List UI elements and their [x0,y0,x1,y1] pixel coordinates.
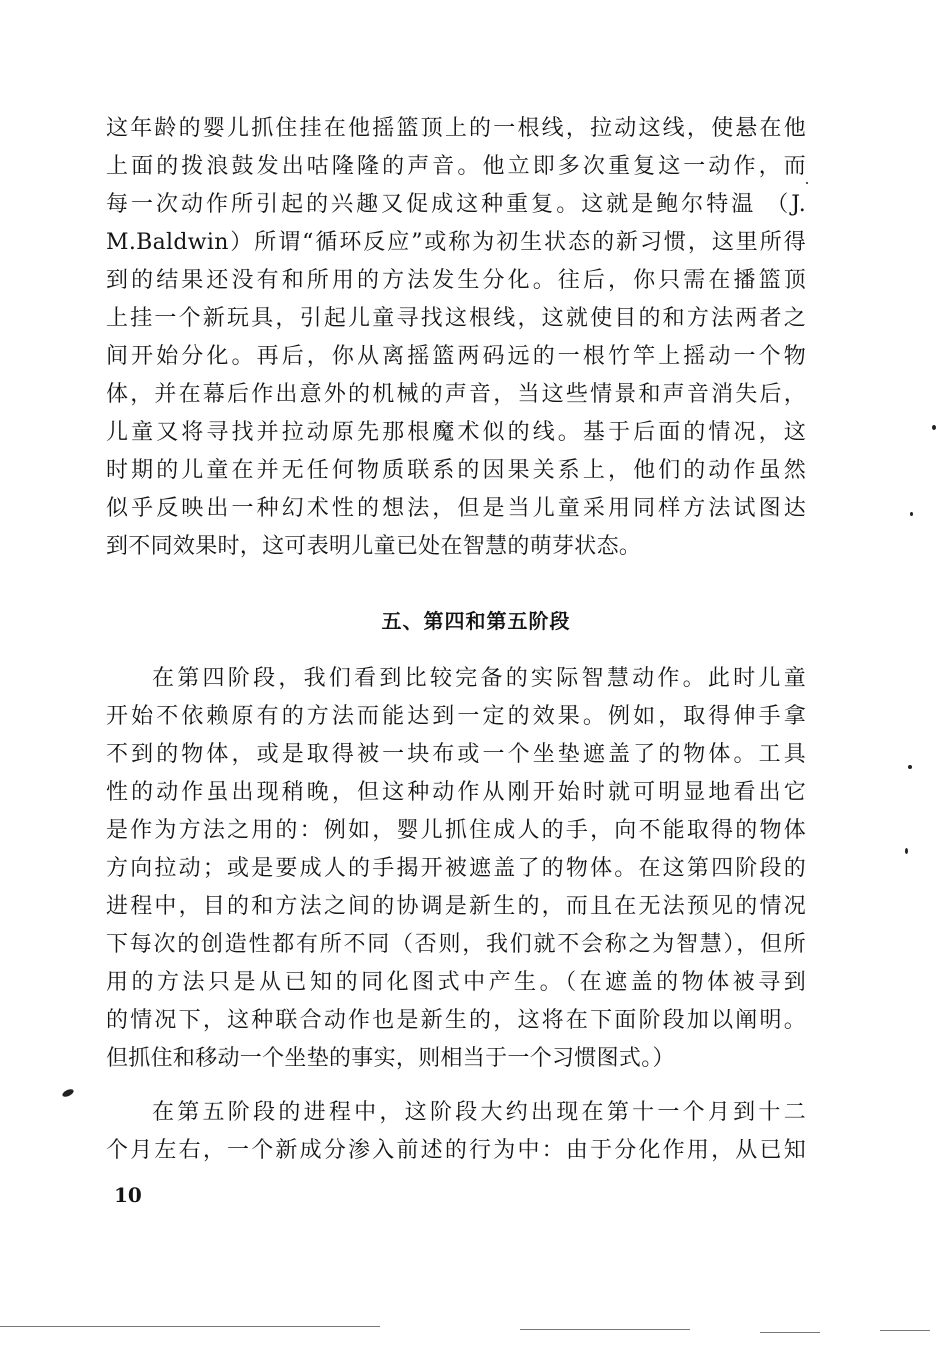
scan-speck [932,425,936,430]
text-line: 进程中，目的和方法之间的协调是新生的，而且在无法预见的情况 [106,894,806,919]
text-line: 到的结果还没有和所用的方法发生分化。往后，你只需在播篮顶 [106,268,806,293]
text-line: 用的方法只是从已知的同化图式中产生。（在遮盖的物体被寻到 [106,970,806,995]
text-line: 在第五阶段的进程中，这阶段大约出现在第十一个月到十二 [152,1100,806,1125]
text-line: 时期的儿童在并无任何物质联系的因果关系上，他们的动作虽然 [106,458,806,483]
scan-edge-line [520,1329,690,1330]
scan-speck [806,182,808,184]
page-number: 10 [114,1183,142,1207]
text-line: 到不同效果时，这可表明儿童已处在智慧的萌芽状态。 [106,534,642,559]
scan-speck [61,1088,74,1099]
scan-speck [910,512,913,516]
text-line: 上挂一个新玩具，引起儿童寻找这根线，这就使目的和方法两者之 [106,306,806,331]
text-line: 每一次动作所引起的兴趣又促成这种重复。这就是鲍尔特温 （J. [106,192,806,217]
scan-edge-line [0,1326,380,1327]
text-line: 开始不依赖原有的方法而能达到一定的效果。例如，取得伸手拿 [106,704,806,729]
text-line: 体，并在幕后作出意外的机械的声音，当这些情景和声音消失后， [106,382,806,407]
paragraph-1 [106,110,806,566]
scan-speck [908,765,912,769]
text-line: 性的动作虽出现稍晚，但这种动作从刚开始时就可明显地看出它 [106,780,806,805]
paragraph-3 [106,1094,806,1170]
text-line: 个月左右，一个新成分渗入前述的行为中：由于分化作用，从已知 [106,1138,806,1163]
text-line: 不到的物体，或是取得被一块布或一个坐垫遮盖了的物体。工具 [106,742,806,767]
text-line: 似乎反映出一种幻术性的想法，但是当儿童采用同样方法试图达 [106,496,806,521]
scan-speck [905,848,908,854]
text-line: 但抓住和移动一个坐垫的事实，则相当于一个习惯图式。） [106,1046,675,1071]
text-line: 是作为方法之用的：例如，婴儿抓住成人的手，向不能取得的物体 [106,818,806,843]
text-line: 间开始分化。再后，你从离摇篮两码远的一根竹竿上摇动一个物 [106,344,806,369]
text-line: 上面的拨浪鼓发出咕隆隆的声音。他立即多次重复这一动作，而 [106,154,806,179]
text-line: 儿童又将寻找并拉动原先那根魔术似的线。基于后面的情况，这 [106,420,806,445]
text-line: 在第四阶段，我们看到比较完备的实际智慧动作。此时儿童 [152,666,806,691]
text-line: 方向拉动；或是要成人的手揭开被遮盖了的物体。在这第四阶段的 [106,856,806,881]
text-line: M.Baldwin）所谓“循环反应”或称为初生状态的新习惯，这里所得 [106,230,806,255]
section-heading: 五、第四和第五阶段 [381,609,571,633]
scan-edge-line [760,1332,820,1333]
paragraph-2 [106,660,806,1078]
text-line: 的情况下，这种联合动作也是新生的，这将在下面阶段加以阐明。 [106,1008,806,1033]
text-line: 下每次的创造性都有所不同（否则，我们就不会称之为智慧），但所 [106,932,806,957]
scan-edge-line [880,1330,930,1331]
text-line: 这年龄的婴儿抓住挂在他摇篮顶上的一根线，拉动这线，使悬在他 [106,116,806,141]
